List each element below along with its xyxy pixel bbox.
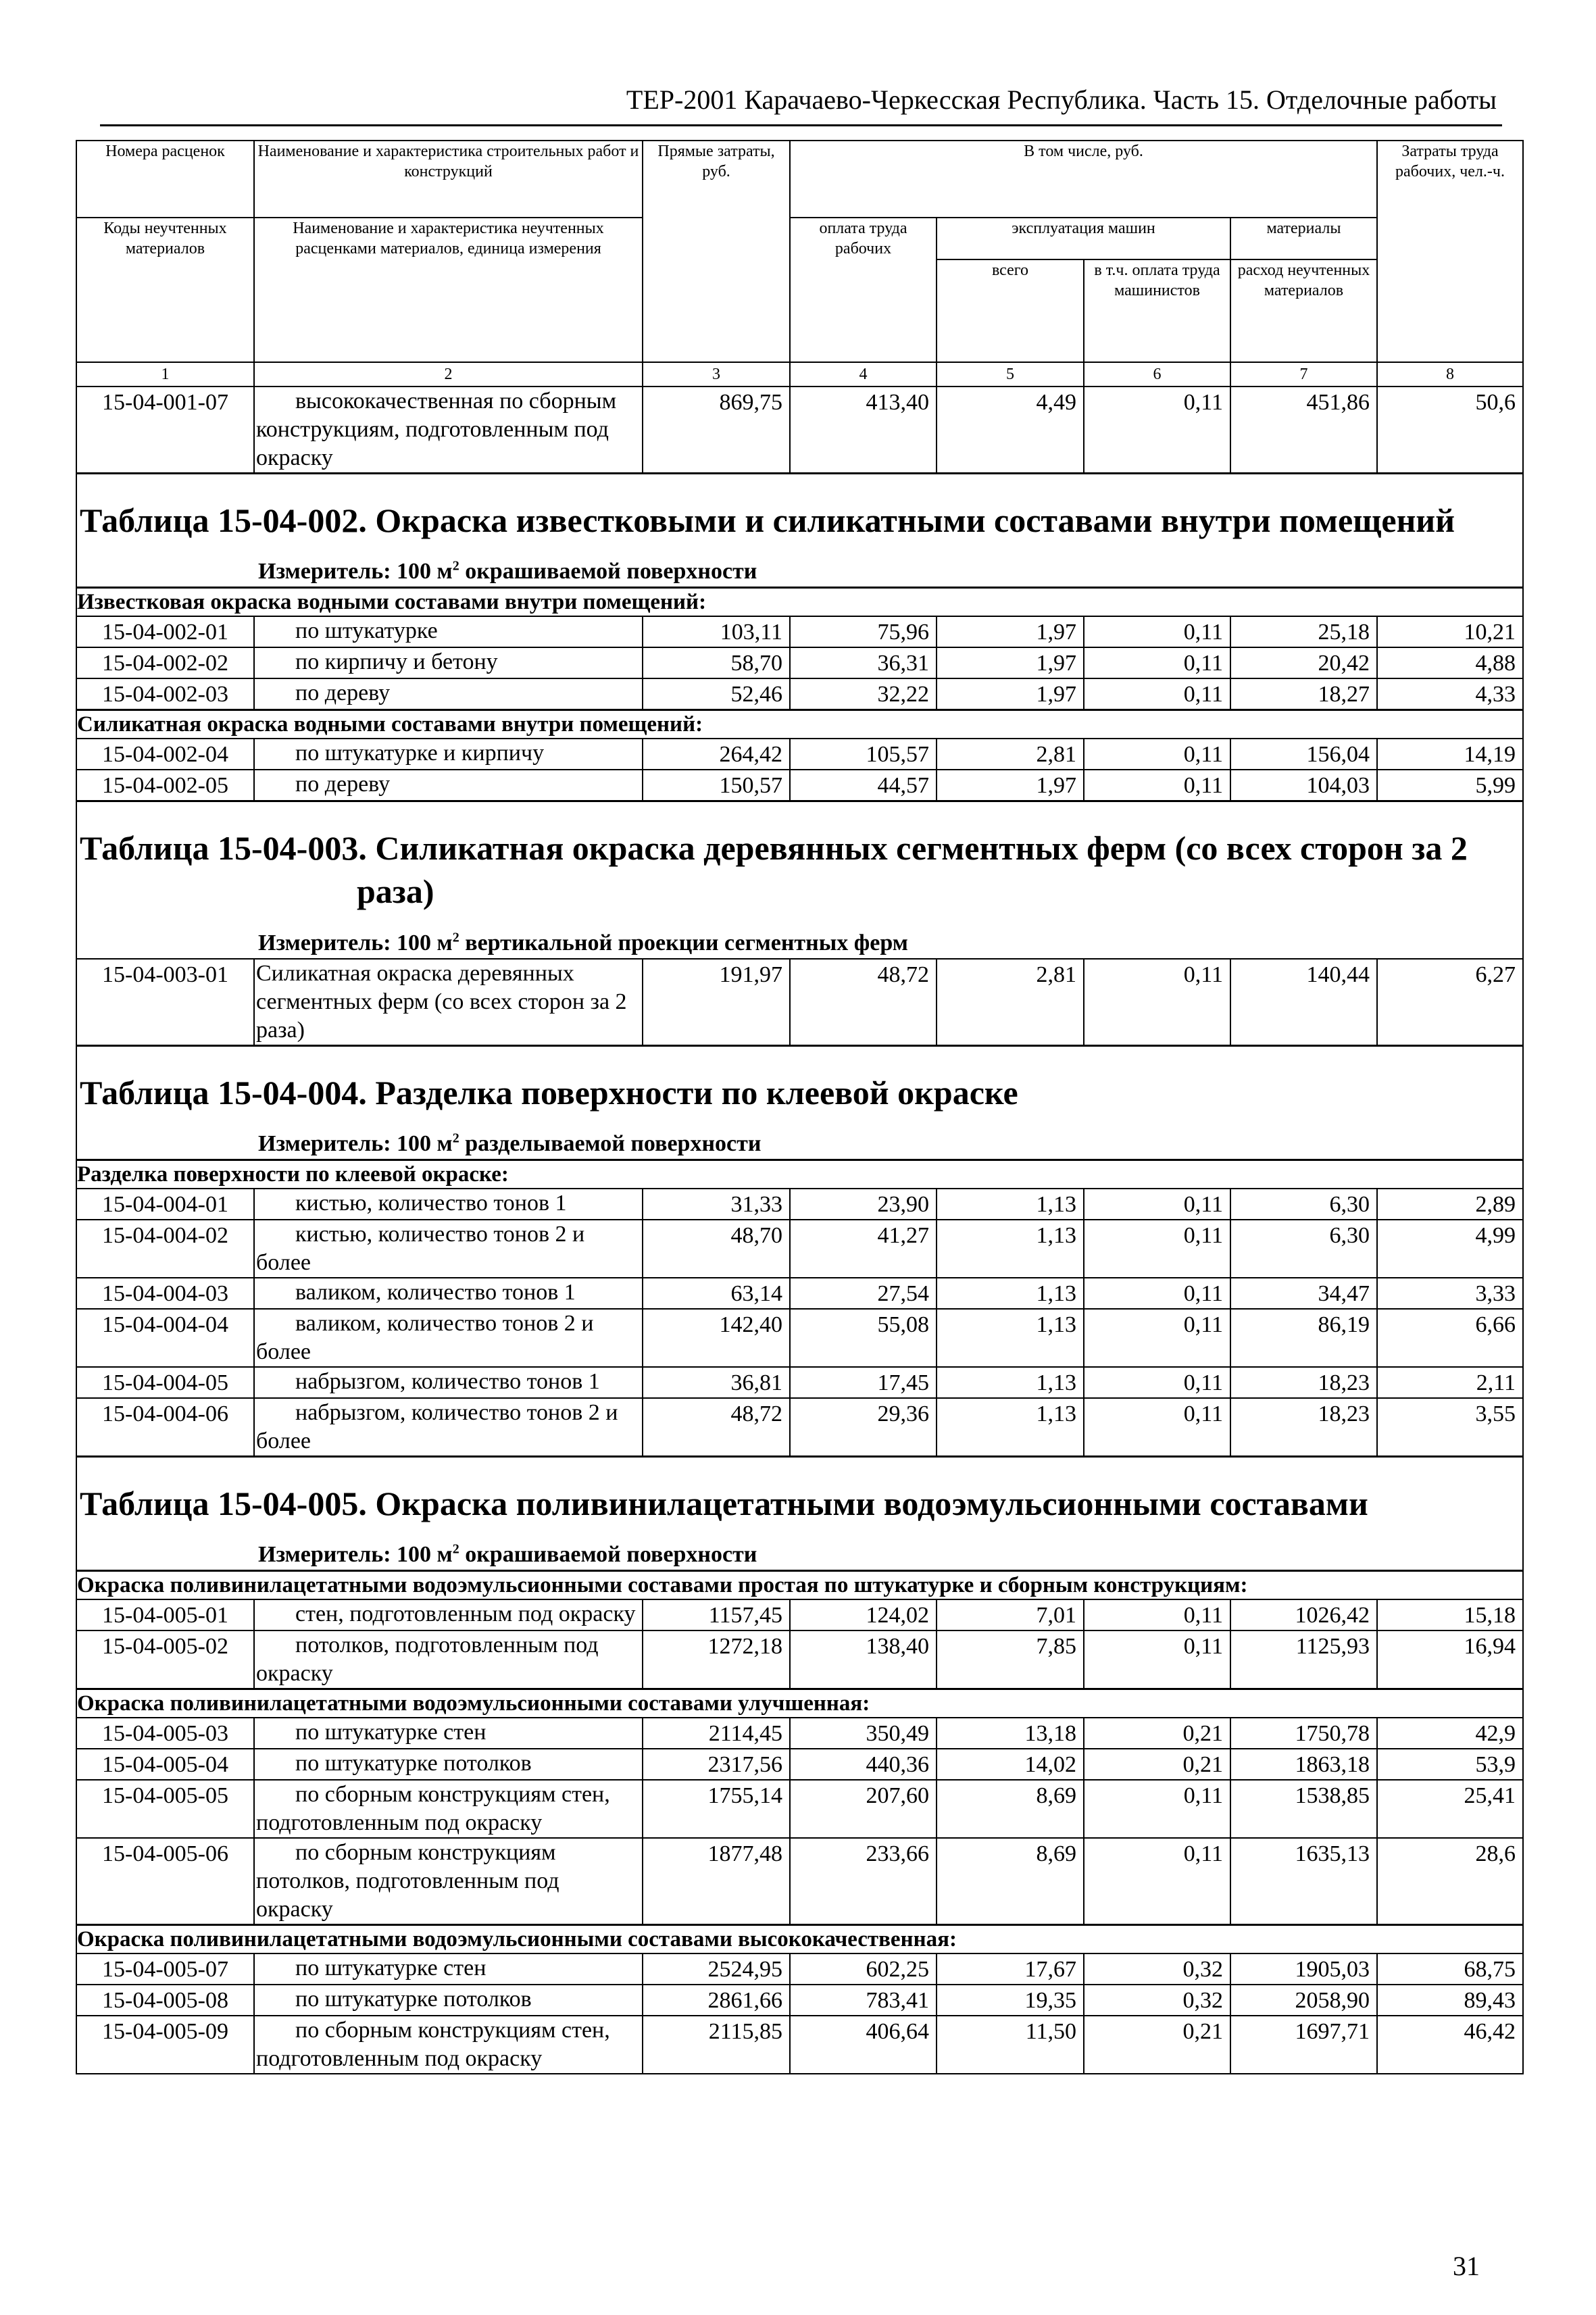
work-description	[254, 1780, 643, 1838]
materials-value: 156,04	[1230, 739, 1377, 770]
operator-pay-value: 0,11	[1084, 739, 1230, 770]
column-number-row	[76, 362, 1523, 387]
materials-value: 18,23	[1230, 1398, 1377, 1457]
operator-pay-value: 0,11	[1084, 1189, 1230, 1220]
meter-superscript: 2	[452, 930, 459, 945]
rates-table	[76, 140, 1524, 2074]
materials-value: 2058,90	[1230, 1985, 1377, 2016]
column-number: 1	[76, 362, 254, 387]
direct-costs-value: 142,40	[643, 1309, 790, 1367]
worker-pay-value: 36,31	[790, 647, 937, 678]
labor-hours-value: 15,18	[1377, 1599, 1523, 1631]
operator-pay-value: 0,11	[1084, 387, 1230, 474]
operator-pay-value: 0,11	[1084, 1367, 1230, 1398]
worker-pay-value: 440,36	[790, 1749, 937, 1780]
header-worker-pay: оплата труда рабочих	[790, 218, 937, 362]
direct-costs-value: 1157,45	[643, 1599, 790, 1631]
section-heading: Известковая окраска водными составами внутри помещений:	[76, 588, 1523, 617]
rate-code: 15-04-005-08	[76, 1985, 254, 2016]
worker-pay-value: 207,60	[790, 1780, 937, 1838]
table-title	[77, 1482, 1522, 1525]
labor-hours-value: 16,94	[1377, 1631, 1523, 1689]
rate-code: 15-04-002-03	[76, 678, 254, 710]
labor-hours-value: 50,6	[1377, 387, 1523, 474]
worker-pay-value: 23,90	[790, 1189, 937, 1220]
table-row	[76, 616, 1523, 647]
table-title	[77, 826, 1522, 913]
work-description	[254, 739, 643, 770]
table-row	[76, 1953, 1523, 1985]
table-title-row	[76, 1456, 1523, 1570]
worker-pay-value: 124,02	[790, 1599, 937, 1631]
direct-costs-value: 48,70	[643, 1220, 790, 1278]
operator-pay-value: 0,11	[1084, 1220, 1230, 1278]
work-description-text: по штукатурке потолков	[295, 1751, 532, 1776]
materials-value: 1697,71	[1230, 2016, 1377, 2074]
worker-pay-value: 406,64	[790, 2016, 937, 2074]
work-description	[254, 1398, 643, 1457]
direct-costs-value: 1272,18	[643, 1631, 790, 1689]
work-description	[254, 1985, 643, 2016]
machine-total-value: 1,97	[937, 678, 1084, 710]
materials-value: 18,27	[1230, 678, 1377, 710]
operator-pay-value: 0,11	[1084, 1398, 1230, 1457]
rate-code: 15-04-005-09	[76, 2016, 254, 2074]
meter-prefix: Измеритель: 100 м	[258, 1542, 453, 1568]
work-description	[254, 647, 643, 678]
rate-code: 15-04-004-02	[76, 1220, 254, 1278]
table-title-text: Таблица 15-04-002. Окраска известковыми и силикатными составами внутри помещений	[80, 501, 1455, 539]
worker-pay-value: 138,40	[790, 1631, 937, 1689]
worker-pay-value: 75,96	[790, 616, 937, 647]
worker-pay-value: 105,57	[790, 739, 937, 770]
machine-total-value: 2,81	[937, 739, 1084, 770]
labor-hours-value: 2,11	[1377, 1367, 1523, 1398]
direct-costs-value: 2524,95	[643, 1953, 790, 1985]
table-title-text: Таблица 15-04-004. Разделка поверхности по клеевой окраске	[80, 1073, 1018, 1112]
table-title-row	[76, 474, 1523, 588]
worker-pay-value: 41,27	[790, 1220, 937, 1278]
work-description-text: высококачественная по сборным конструкциям, подготовленным под окраску	[256, 389, 617, 470]
table-row	[76, 678, 1523, 710]
machine-total-value: 1,13	[937, 1398, 1084, 1457]
column-number: 4	[790, 362, 937, 387]
rate-code: 15-04-004-06	[76, 1398, 254, 1457]
table-row	[76, 739, 1523, 770]
table-row	[76, 1631, 1523, 1689]
header-labor-hours: Затраты труда рабочих, чел.-ч.	[1377, 141, 1523, 362]
section-heading: Разделка поверхности по клеевой окраске:	[76, 1160, 1523, 1189]
column-number: 3	[643, 362, 790, 387]
labor-hours-value: 46,42	[1377, 2016, 1523, 2074]
machine-total-value: 1,97	[937, 647, 1084, 678]
labor-hours-value: 89,43	[1377, 1985, 1523, 2016]
table-row	[76, 770, 1523, 801]
section-heading-row	[76, 1160, 1523, 1189]
table-row	[76, 387, 1523, 474]
machine-total-value: 7,85	[937, 1631, 1084, 1689]
section-heading-row	[76, 1689, 1523, 1718]
work-description-text: по сборным конструкциям стен, подготовленным под окраску	[256, 1782, 610, 1836]
machine-total-value: 1,13	[937, 1220, 1084, 1278]
operator-pay-value: 0,11	[1084, 1278, 1230, 1309]
rate-code: 15-04-003-01	[76, 959, 254, 1046]
rate-code: 15-04-002-02	[76, 647, 254, 678]
table-title-text: Таблица 15-04-003. Силикатная окраска деревянных сегментных ферм (со всех сторон за 2	[80, 829, 1468, 868]
worker-pay-value: 44,57	[790, 770, 937, 801]
work-description	[254, 1278, 643, 1309]
work-description-text: по сборным конструкциям стен, подготовленным под окраску	[256, 2018, 610, 2072]
column-number: 6	[1084, 362, 1230, 387]
section-heading: Окраска поливинилацетатными водоэмульсионными составами высококачественная:	[76, 1925, 1523, 1954]
section-heading-row	[76, 588, 1523, 617]
table-row	[76, 1398, 1523, 1457]
column-header-row-2	[76, 218, 1523, 259]
operator-pay-value: 0,11	[1084, 1631, 1230, 1689]
meter-label	[258, 1131, 761, 1156]
column-number: 8	[1377, 362, 1523, 387]
work-description-text: по штукатурке стен	[295, 1956, 487, 1981]
machine-total-value: 7,01	[937, 1599, 1084, 1631]
rate-code: 15-04-004-05	[76, 1367, 254, 1398]
worker-pay-value: 413,40	[790, 387, 937, 474]
table-row	[76, 1189, 1523, 1220]
rate-code: 15-04-004-01	[76, 1189, 254, 1220]
work-description-text: по дереву	[295, 772, 391, 797]
rate-code: 15-04-005-07	[76, 1953, 254, 1985]
table-row	[76, 2016, 1523, 2074]
rate-code: 15-04-005-05	[76, 1780, 254, 1838]
work-description	[254, 1309, 643, 1367]
labor-hours-value: 28,6	[1377, 1838, 1523, 1925]
rate-code: 15-04-005-04	[76, 1749, 254, 1780]
direct-costs-value: 36,81	[643, 1367, 790, 1398]
work-description-text: стен, подготовленным под окраску	[295, 1601, 636, 1627]
direct-costs-value: 1755,14	[643, 1780, 790, 1838]
machine-total-value: 17,67	[937, 1953, 1084, 1985]
meter-label	[258, 559, 757, 584]
work-description-text: набрызгом, количество тонов 2 и более	[256, 1399, 618, 1453]
section-heading: Окраска поливинилацетатными водоэмульсионными составами простая по штукатурке и сборным конструкциям:	[76, 1571, 1523, 1600]
worker-pay-value: 29,36	[790, 1398, 937, 1457]
work-description-text: кистью, количество тонов 1	[295, 1190, 567, 1216]
worker-pay-value: 17,45	[790, 1367, 937, 1398]
work-description-text: набрызгом, количество тонов 1	[295, 1368, 600, 1394]
direct-costs-value: 58,70	[643, 647, 790, 678]
rate-code: 15-04-002-05	[76, 770, 254, 801]
labor-hours-value: 68,75	[1377, 1953, 1523, 1985]
operator-pay-value: 0,11	[1084, 678, 1230, 710]
materials-value: 86,19	[1230, 1309, 1377, 1367]
table-title	[77, 1071, 1522, 1114]
worker-pay-value: 48,72	[790, 959, 937, 1046]
work-description	[254, 1220, 643, 1278]
work-description	[254, 1631, 643, 1689]
machine-total-value: 19,35	[937, 1985, 1084, 2016]
operator-pay-value: 0,11	[1084, 1309, 1230, 1367]
materials-value: 1863,18	[1230, 1749, 1377, 1780]
labor-hours-value: 42,9	[1377, 1718, 1523, 1749]
work-description-text: по сборным конструкциям потолков, подготовленным под окраску	[256, 1840, 559, 1922]
rate-code: 15-04-004-03	[76, 1278, 254, 1309]
table-row	[76, 1220, 1523, 1278]
column-number: 2	[254, 362, 643, 387]
header-material-codes: Коды неучтенных материалов	[76, 218, 254, 362]
materials-value: 6,30	[1230, 1220, 1377, 1278]
column-number: 7	[1230, 362, 1377, 387]
rate-code: 15-04-005-02	[76, 1631, 254, 1689]
table-row	[76, 1718, 1523, 1749]
meter-prefix: Измеритель: 100 м	[258, 559, 453, 584]
column-header-row-1	[76, 141, 1523, 218]
machine-total-value: 1,13	[937, 1278, 1084, 1309]
rate-code: 15-04-005-03	[76, 1718, 254, 1749]
table-title-continuation: раза)	[357, 872, 434, 911]
worker-pay-value: 602,25	[790, 1953, 937, 1985]
materials-value: 104,03	[1230, 770, 1377, 801]
header-direct-costs: Прямые затраты, руб.	[643, 141, 790, 362]
materials-value: 1125,93	[1230, 1631, 1377, 1689]
operator-pay-value: 0,21	[1084, 1718, 1230, 1749]
work-description	[254, 678, 643, 710]
labor-hours-value: 25,41	[1377, 1780, 1523, 1838]
work-description	[254, 770, 643, 801]
machine-total-value: 4,49	[937, 387, 1084, 474]
materials-value: 18,23	[1230, 1367, 1377, 1398]
worker-pay-value: 55,08	[790, 1309, 937, 1367]
section-heading: Силикатная окраска водными составами внутри помещений:	[76, 710, 1523, 739]
meter-unit-text: окрашиваемой поверхности	[465, 559, 757, 584]
direct-costs-value: 52,46	[643, 678, 790, 710]
rates-sheet	[76, 140, 1522, 2074]
work-description	[254, 959, 643, 1046]
table-meter	[77, 1525, 1522, 1570]
table-row	[76, 1309, 1523, 1367]
machine-total-value: 8,69	[937, 1780, 1084, 1838]
table-row	[76, 1367, 1523, 1398]
labor-hours-value: 4,33	[1377, 678, 1523, 710]
direct-costs-value: 150,57	[643, 770, 790, 801]
table-title-text: Таблица 15-04-005. Окраска поливинилацетатными водоэмульсионными составами	[80, 1484, 1368, 1522]
operator-pay-value: 0,21	[1084, 2016, 1230, 2074]
header-machine-total: всего	[937, 259, 1084, 362]
rate-code: 15-04-005-06	[76, 1838, 254, 1925]
header-rate-numbers: Номера расценок	[76, 141, 254, 218]
header-rule	[100, 124, 1502, 126]
rate-code: 15-04-001-07	[76, 387, 254, 474]
work-description-text: кистью, количество тонов 2 и более	[256, 1221, 585, 1275]
work-description	[254, 1718, 643, 1749]
machine-total-value: 1,97	[937, 770, 1084, 801]
labor-hours-value: 5,99	[1377, 770, 1523, 801]
work-description	[254, 1189, 643, 1220]
table-meter	[77, 913, 1522, 957]
materials-value: 1635,13	[1230, 1838, 1377, 1925]
work-description	[254, 1599, 643, 1631]
machine-total-value: 11,50	[937, 2016, 1084, 2074]
table-title-row	[76, 1045, 1523, 1160]
labor-hours-value: 53,9	[1377, 1749, 1523, 1780]
labor-hours-value: 3,33	[1377, 1278, 1523, 1309]
work-description	[254, 2016, 643, 2074]
section-heading-row	[76, 710, 1523, 739]
table-row	[76, 1838, 1523, 1925]
table-row	[76, 1780, 1523, 1838]
meter-prefix: Измеритель: 100 м	[258, 1130, 453, 1156]
machine-total-value: 1,13	[937, 1367, 1084, 1398]
table-row	[76, 959, 1523, 1046]
section-heading: Окраска поливинилацетатными водоэмульсионными составами улучшенная:	[76, 1689, 1523, 1718]
meter-superscript: 2	[452, 1130, 459, 1146]
work-description	[254, 387, 643, 474]
machine-total-value: 8,69	[937, 1838, 1084, 1925]
table-row	[76, 1749, 1523, 1780]
column-number: 5	[937, 362, 1084, 387]
header-including: В том числе, руб.	[790, 141, 1377, 218]
header-operator-pay: в т.ч. оплата труда машинистов	[1084, 259, 1230, 362]
operator-pay-value: 0,11	[1084, 647, 1230, 678]
direct-costs-value: 63,14	[643, 1278, 790, 1309]
materials-value: 1026,42	[1230, 1599, 1377, 1631]
operator-pay-value: 0,11	[1084, 770, 1230, 801]
table-title-row	[76, 801, 1523, 959]
meter-unit-text: вертикальной проекции сегментных ферм	[465, 930, 908, 955]
direct-costs-value: 264,42	[643, 739, 790, 770]
work-description	[254, 616, 643, 647]
work-description-text: по штукатурке стен	[295, 1720, 487, 1745]
work-description-text: по кирпичу и бетону	[295, 649, 498, 675]
direct-costs-value: 1877,48	[643, 1838, 790, 1925]
direct-costs-value: 2861,66	[643, 1985, 790, 2016]
labor-hours-value: 10,21	[1377, 616, 1523, 647]
materials-value: 25,18	[1230, 616, 1377, 647]
operator-pay-value: 0,11	[1084, 959, 1230, 1046]
direct-costs-value: 2317,56	[643, 1749, 790, 1780]
meter-superscript: 2	[452, 1541, 459, 1557]
work-description-text: потолков, подготовленным под окраску	[256, 1633, 599, 1687]
materials-value: 1538,85	[1230, 1780, 1377, 1838]
worker-pay-value: 32,22	[790, 678, 937, 710]
work-description-text: по штукатурке и кирпичу	[295, 741, 545, 766]
work-description-text: по штукатурке потолков	[295, 1987, 532, 2012]
direct-costs-value: 191,97	[643, 959, 790, 1046]
direct-costs-value: 31,33	[643, 1189, 790, 1220]
machine-total-value: 13,18	[937, 1718, 1084, 1749]
operator-pay-value: 0,21	[1084, 1749, 1230, 1780]
work-description	[254, 1838, 643, 1925]
machine-total-value: 2,81	[937, 959, 1084, 1046]
materials-value: 1750,78	[1230, 1718, 1377, 1749]
rate-code: 15-04-004-04	[76, 1309, 254, 1367]
labor-hours-value: 4,99	[1377, 1220, 1523, 1278]
labor-hours-value: 2,89	[1377, 1189, 1523, 1220]
work-description-text: Силикатная окраска деревянных сегментных ферм (со всех сторон за 2 раза)	[256, 960, 627, 1043]
materials-value: 1905,03	[1230, 1953, 1377, 1985]
page-number: 31	[1453, 2251, 1480, 2281]
direct-costs-value: 103,11	[643, 616, 790, 647]
worker-pay-value: 233,66	[790, 1838, 937, 1925]
labor-hours-value: 3,55	[1377, 1398, 1523, 1457]
work-description-text: по дереву	[295, 680, 391, 706]
materials-value: 34,47	[1230, 1278, 1377, 1309]
work-description-text: по штукатурке	[295, 618, 438, 644]
header-unaccounted-materials: расход неучтенных материалов	[1230, 259, 1377, 362]
machine-total-value: 1,13	[937, 1309, 1084, 1367]
work-description-text: валиком, количество тонов 1	[295, 1279, 576, 1305]
section-heading-row	[76, 1925, 1523, 1954]
header-materials: материалы	[1230, 218, 1377, 259]
table-row	[76, 647, 1523, 678]
table-title-cell	[76, 1456, 1523, 1570]
worker-pay-value: 350,49	[790, 1718, 937, 1749]
meter-label	[258, 1542, 757, 1567]
rate-code: 15-04-002-01	[76, 616, 254, 647]
table-title	[77, 499, 1522, 542]
worker-pay-value: 783,41	[790, 1985, 937, 2016]
machine-total-value: 14,02	[937, 1749, 1084, 1780]
labor-hours-value: 6,27	[1377, 959, 1523, 1046]
materials-value: 451,86	[1230, 387, 1377, 474]
table-meter	[77, 1114, 1522, 1159]
operator-pay-value: 0,32	[1084, 1953, 1230, 1985]
header-machine-operation: эксплуатация машин	[937, 218, 1230, 259]
table-row	[76, 1278, 1523, 1309]
meter-label	[258, 930, 908, 955]
meter-unit-text: окрашиваемой поверхности	[465, 1542, 757, 1568]
materials-value: 140,44	[1230, 959, 1377, 1046]
labor-hours-value: 14,19	[1377, 739, 1523, 770]
work-description-text: валиком, количество тонов 2 и более	[256, 1310, 594, 1364]
materials-value: 20,42	[1230, 647, 1377, 678]
work-description	[254, 1367, 643, 1398]
table-row	[76, 1599, 1523, 1631]
operator-pay-value: 0,11	[1084, 1838, 1230, 1925]
header-work-name: Наименование и характеристика строительных работ и конструкций	[254, 141, 643, 218]
header-material-name: Наименование и характеристика неучтенных расценками материалов, единица измерения	[254, 218, 643, 362]
work-description	[254, 1953, 643, 1985]
machine-total-value: 1,97	[937, 616, 1084, 647]
rate-code: 15-04-005-01	[76, 1599, 254, 1631]
meter-unit-text: разделываемой поверхности	[465, 1130, 762, 1156]
labor-hours-value: 6,66	[1377, 1309, 1523, 1367]
table-title-cell	[76, 474, 1523, 588]
table-row	[76, 1985, 1523, 2016]
worker-pay-value: 27,54	[790, 1278, 937, 1309]
table-meter	[77, 542, 1522, 587]
meter-prefix: Измеритель: 100 м	[258, 930, 453, 955]
direct-costs-value: 48,72	[643, 1398, 790, 1457]
machine-total-value: 1,13	[937, 1189, 1084, 1220]
operator-pay-value: 0,32	[1084, 1985, 1230, 2016]
meter-superscript: 2	[452, 559, 459, 574]
operator-pay-value: 0,11	[1084, 616, 1230, 647]
page-header: ТЕР-2001 Карачаево-Черкесская Республика. Часть 15. Отделочные работы	[626, 84, 1497, 115]
direct-costs-value: 2115,85	[643, 2016, 790, 2074]
materials-value: 6,30	[1230, 1189, 1377, 1220]
rate-code: 15-04-002-04	[76, 739, 254, 770]
direct-costs-value: 2114,45	[643, 1718, 790, 1749]
table-title-cell	[76, 801, 1523, 959]
operator-pay-value: 0,11	[1084, 1599, 1230, 1631]
section-heading-row	[76, 1571, 1523, 1600]
work-description	[254, 1749, 643, 1780]
table-title-cell	[76, 1045, 1523, 1160]
operator-pay-value: 0,11	[1084, 1780, 1230, 1838]
direct-costs-value: 869,75	[643, 387, 790, 474]
labor-hours-value: 4,88	[1377, 647, 1523, 678]
